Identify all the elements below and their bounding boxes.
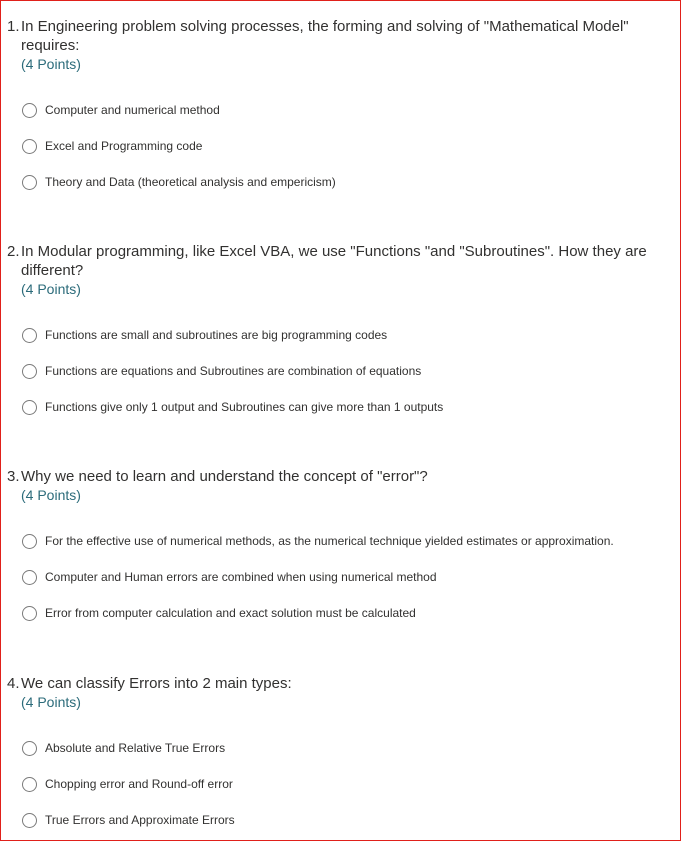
- option-label: Computer and numerical method: [45, 103, 220, 117]
- radio-button[interactable]: [22, 777, 37, 792]
- option-label: Computer and Human errors are combined when using numerical method: [45, 570, 437, 584]
- option-computer-human[interactable]: [22, 559, 667, 595]
- question-number: 4.: [7, 675, 20, 692]
- option-effective-use[interactable]: [22, 523, 667, 559]
- option-excel-programming[interactable]: [22, 128, 667, 164]
- radio-button[interactable]: [22, 741, 37, 756]
- question-number: 1.: [7, 18, 20, 35]
- option-label: Excel and Programming code: [45, 139, 203, 153]
- option-label: True Errors and Approximate Errors: [45, 813, 235, 827]
- option-label: Absolute and Relative True Errors: [45, 741, 226, 755]
- question-3: [7, 467, 667, 631]
- radio-button[interactable]: [22, 139, 37, 154]
- question-4: [7, 674, 667, 838]
- question-points: (4 Points): [21, 487, 81, 503]
- option-functions-small[interactable]: [22, 317, 667, 353]
- radio-button[interactable]: [22, 570, 37, 585]
- option-functions-output[interactable]: [22, 389, 667, 425]
- option-label: Functions give only 1 output and Subroutines can give more than 1 outputs: [45, 400, 444, 414]
- question-title: [7, 242, 667, 280]
- option-absolute-relative[interactable]: [22, 730, 667, 766]
- question-number: 3.: [7, 468, 20, 485]
- option-label: Chopping error and Round-off error: [45, 777, 233, 791]
- radio-button[interactable]: [22, 175, 37, 190]
- option-error-calculation[interactable]: [22, 595, 667, 631]
- question-points: (4 Points): [21, 56, 81, 72]
- option-true-approximate[interactable]: [22, 802, 667, 838]
- question-1: [7, 17, 667, 200]
- option-label: Error from computer calculation and exact solution must be calculated: [45, 606, 416, 620]
- options-list: [22, 523, 667, 631]
- radio-button[interactable]: [22, 103, 37, 118]
- options-list: [22, 730, 667, 838]
- question-2: [7, 242, 667, 425]
- radio-button[interactable]: [22, 534, 37, 549]
- question-number: 2.: [7, 243, 20, 260]
- question-points: (4 Points): [21, 694, 81, 710]
- question-title: [7, 674, 667, 693]
- question-text: Why we need to learn and understand the concept of "error"?: [21, 468, 428, 485]
- option-theory-data[interactable]: [22, 164, 667, 200]
- question-text: In Engineering problem solving processes, the forming and solving of "Mathematical Model" requires:: [21, 18, 629, 54]
- radio-button[interactable]: [22, 328, 37, 343]
- option-label: Theory and Data (theoretical analysis and empericism): [45, 175, 336, 189]
- options-list: [22, 92, 667, 200]
- option-label: Functions are small and subroutines are big programming codes: [45, 328, 388, 342]
- question-title: [7, 17, 667, 55]
- option-label: Functions are equations and Subroutines are combination of equations: [45, 364, 422, 378]
- options-list: [22, 317, 667, 425]
- question-points: (4 Points): [21, 281, 81, 297]
- radio-button[interactable]: [22, 606, 37, 621]
- question-text: We can classify Errors into 2 main types:: [21, 675, 292, 692]
- option-label: For the effective use of numerical methods, as the numerical technique yielded estimates or approximation.: [45, 534, 614, 548]
- radio-button[interactable]: [22, 400, 37, 415]
- question-text: In Modular programming, like Excel VBA, we use "Functions "and "Subroutines". How they are different?: [21, 243, 647, 279]
- question-title: [7, 467, 667, 486]
- option-functions-equations[interactable]: [22, 353, 667, 389]
- option-computer-numerical[interactable]: [22, 92, 667, 128]
- option-chopping-roundoff[interactable]: [22, 766, 667, 802]
- radio-button[interactable]: [22, 364, 37, 379]
- radio-button[interactable]: [22, 813, 37, 828]
